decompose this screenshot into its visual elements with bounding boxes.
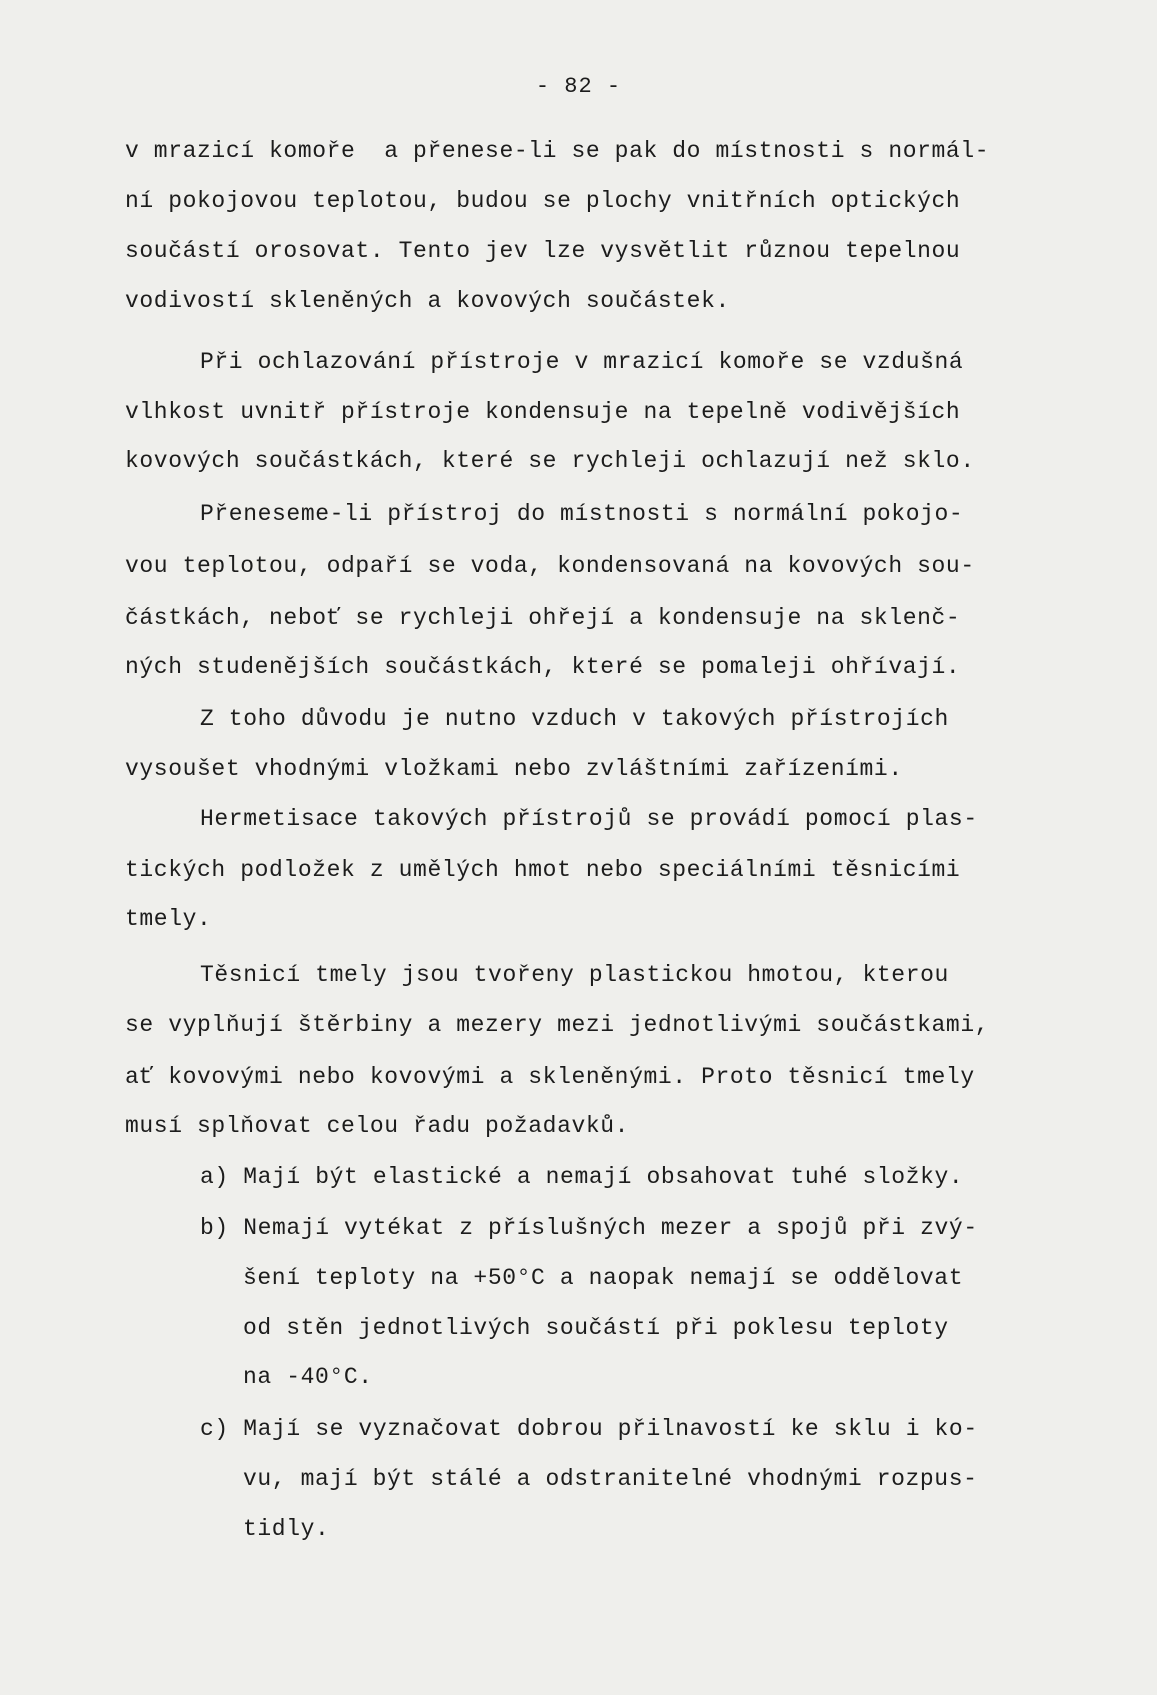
text-line: částkách, neboť se rychleji ohřejí a kondensuje na sklenč- — [125, 605, 961, 631]
text-line: vodivostí skleněných a kovových součástek. — [125, 288, 730, 314]
page-number: - 82 - — [535, 74, 622, 99]
text-line: ných studenějších součástkách, které se pomaleji ohřívají. — [125, 654, 961, 680]
list-item-c-continued: tidly. — [243, 1516, 330, 1542]
text-line: se vyplňují štěrbiny a mezery mezi jednotlivými součástkami, — [125, 1012, 990, 1038]
text-line: Těsnicí tmely jsou tvořeny plastickou hmotou, kterou — [200, 962, 949, 988]
text-line: v mrazicí komoře a přenese-li se pak do místnosti s normál- — [125, 138, 990, 164]
text-line: vysoušet vhodnými vložkami nebo zvláštními zařízeními. — [125, 756, 903, 782]
text-line: tických podložek z umělých hmot nebo speciálními těsnicími — [125, 857, 961, 883]
list-item-b-continued: na -40°C. — [243, 1364, 373, 1390]
list-item-b-continued: šení teploty na +50°C a naopak nemají se oddělovat — [243, 1265, 964, 1291]
text-line: ní pokojovou teplotou, budou se plochy vnitřních optických — [125, 188, 961, 214]
text-line: Hermetisace takových přístrojů se provádí pomocí plas- — [200, 806, 978, 832]
list-item-b: b) Nemají vytékat z příslušných mezer a spojů při zvý- — [200, 1215, 978, 1241]
list-item-c-continued: vu, mají být stálé a odstranitelné vhodnými rozpus- — [243, 1466, 978, 1492]
text-line: součástí orosovat. Tento jev lze vysvětlit různou tepelnou — [125, 238, 961, 264]
text-line: vou teplotou, odpaří se voda, kondensovaná na kovových sou- — [125, 553, 975, 579]
text-line: tmely. — [125, 906, 212, 932]
text-line: Z toho důvodu je nutno vzduch v takových přístrojích — [200, 706, 949, 732]
list-item-c: c) Mají se vyznačovat dobrou přilnavostí ke sklu i ko- — [200, 1416, 978, 1442]
text-line: ať kovovými nebo kovovými a skleněnými. Proto těsnicí tmely — [125, 1064, 975, 1090]
text-line: Při ochlazování přístroje v mrazicí komoře se vzdušná — [200, 349, 964, 375]
text-line: musí splňovat celou řadu požadavků. — [125, 1113, 630, 1139]
text-line: vlhkost uvnitř přístroje kondensuje na tepelně vodivějších — [125, 399, 961, 425]
list-item-a: a) Mají být elastické a nemají obsahovat tuhé složky. — [200, 1164, 964, 1190]
text-line: kovových součástkách, které se rychleji ochlazují než sklo. — [125, 448, 975, 474]
list-item-b-continued: od stěn jednotlivých součástí při poklesu teploty — [243, 1315, 949, 1341]
text-line: Přeneseme-li přístroj do místnosti s normální pokojo- — [200, 501, 964, 527]
